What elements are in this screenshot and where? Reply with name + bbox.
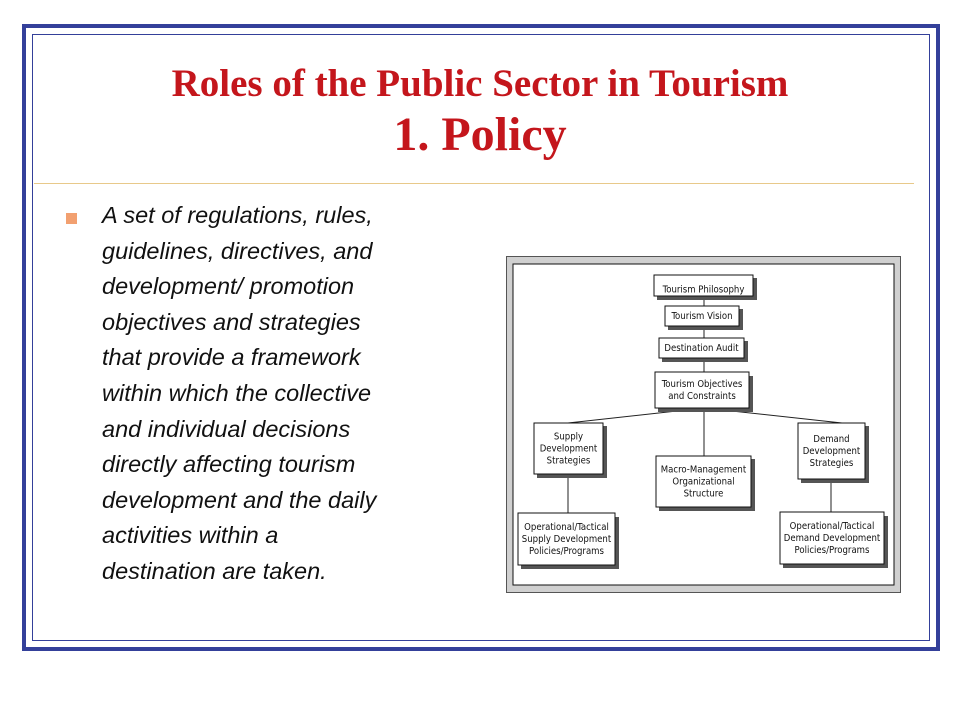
diagram-node-label-line: Tourism Objectives: [661, 378, 743, 390]
diagram-node-label: [784, 521, 881, 556]
diagram-node-label: [664, 343, 739, 354]
diagram-node-label-line: Operational/Tactical: [789, 520, 875, 532]
bullet-text-line: guidelines, directives, and: [102, 237, 373, 264]
node-tourism-objectives: [655, 372, 753, 412]
diagram-node-label-line: Strategies: [546, 455, 591, 466]
diagram-node-label-line: Supply Development: [521, 533, 612, 545]
diagram-node-label: [670, 311, 732, 322]
diagram-node-label-line: Demand Development: [783, 532, 881, 544]
node-macro-management: [656, 456, 755, 511]
diagram-node-label-line: Destination Audit: [664, 342, 739, 354]
diagram-node-label-line: Macro-Management: [660, 464, 747, 475]
diagram-node-label-line: Policies/Programs: [529, 545, 604, 557]
policy-framework-diagram: [506, 256, 901, 593]
diagram-node-label-line: Development: [802, 445, 861, 457]
diagram-node-label-line: Tourism Vision: [671, 310, 733, 322]
title-divider: [34, 183, 914, 184]
diagram-node-label-line: Supply: [553, 431, 584, 442]
diagram-node-label: [662, 284, 745, 295]
bullet-text-line: development/ promotion: [102, 273, 355, 300]
diagram-node-label: [661, 379, 743, 402]
diagram-node-label-line: Policies/Programs: [794, 544, 870, 556]
bullet-text: [102, 198, 474, 590]
node-demand-strategies: [798, 423, 869, 483]
slide-title: Roles of the Public Sector in Tourism: [171, 62, 789, 105]
node-destination-audit: [659, 338, 748, 362]
bullet-text-line: destination are taken.: [102, 557, 327, 584]
node-supply-strategies: [534, 423, 607, 478]
slide-subtitle: 1. Policy: [393, 108, 567, 161]
bullet-text-line: A set of regulations, rules,: [102, 202, 373, 228]
bullet-text-line: objectives and strategies: [102, 308, 361, 335]
diagram-node-label-line: Development: [539, 443, 598, 454]
diagram-node-label: [522, 522, 612, 557]
bullet-text-line: within which the collective: [102, 379, 372, 406]
diagram-node-label-line: Organizational: [672, 476, 735, 487]
bullet-text-line: activities within a: [102, 522, 279, 549]
node-demand-operational: [780, 512, 888, 568]
diagram-node-label-line: Strategies: [809, 457, 854, 469]
bullet-text-line: that provide a framework: [102, 344, 361, 371]
diagram-node-label-line: Tourism Philosophy: [662, 284, 745, 295]
diagram-node-label-line: and Constraints: [668, 390, 736, 402]
bullet-square-icon: [66, 213, 77, 224]
diagram-node-label-line: Operational/Tactical: [524, 521, 609, 533]
diagram-node-label-line: Structure: [683, 488, 724, 499]
bullet-text-line: and individual decisions: [102, 415, 351, 442]
node-tourism-philosophy: [654, 275, 757, 300]
bullet-text-line: development and the daily: [102, 486, 377, 513]
node-tourism-vision: [665, 306, 743, 330]
bullet-text-line: directly affecting tourism: [102, 451, 356, 478]
diagram-node-label-line: Demand: [813, 433, 850, 445]
node-supply-operational: [518, 513, 619, 569]
